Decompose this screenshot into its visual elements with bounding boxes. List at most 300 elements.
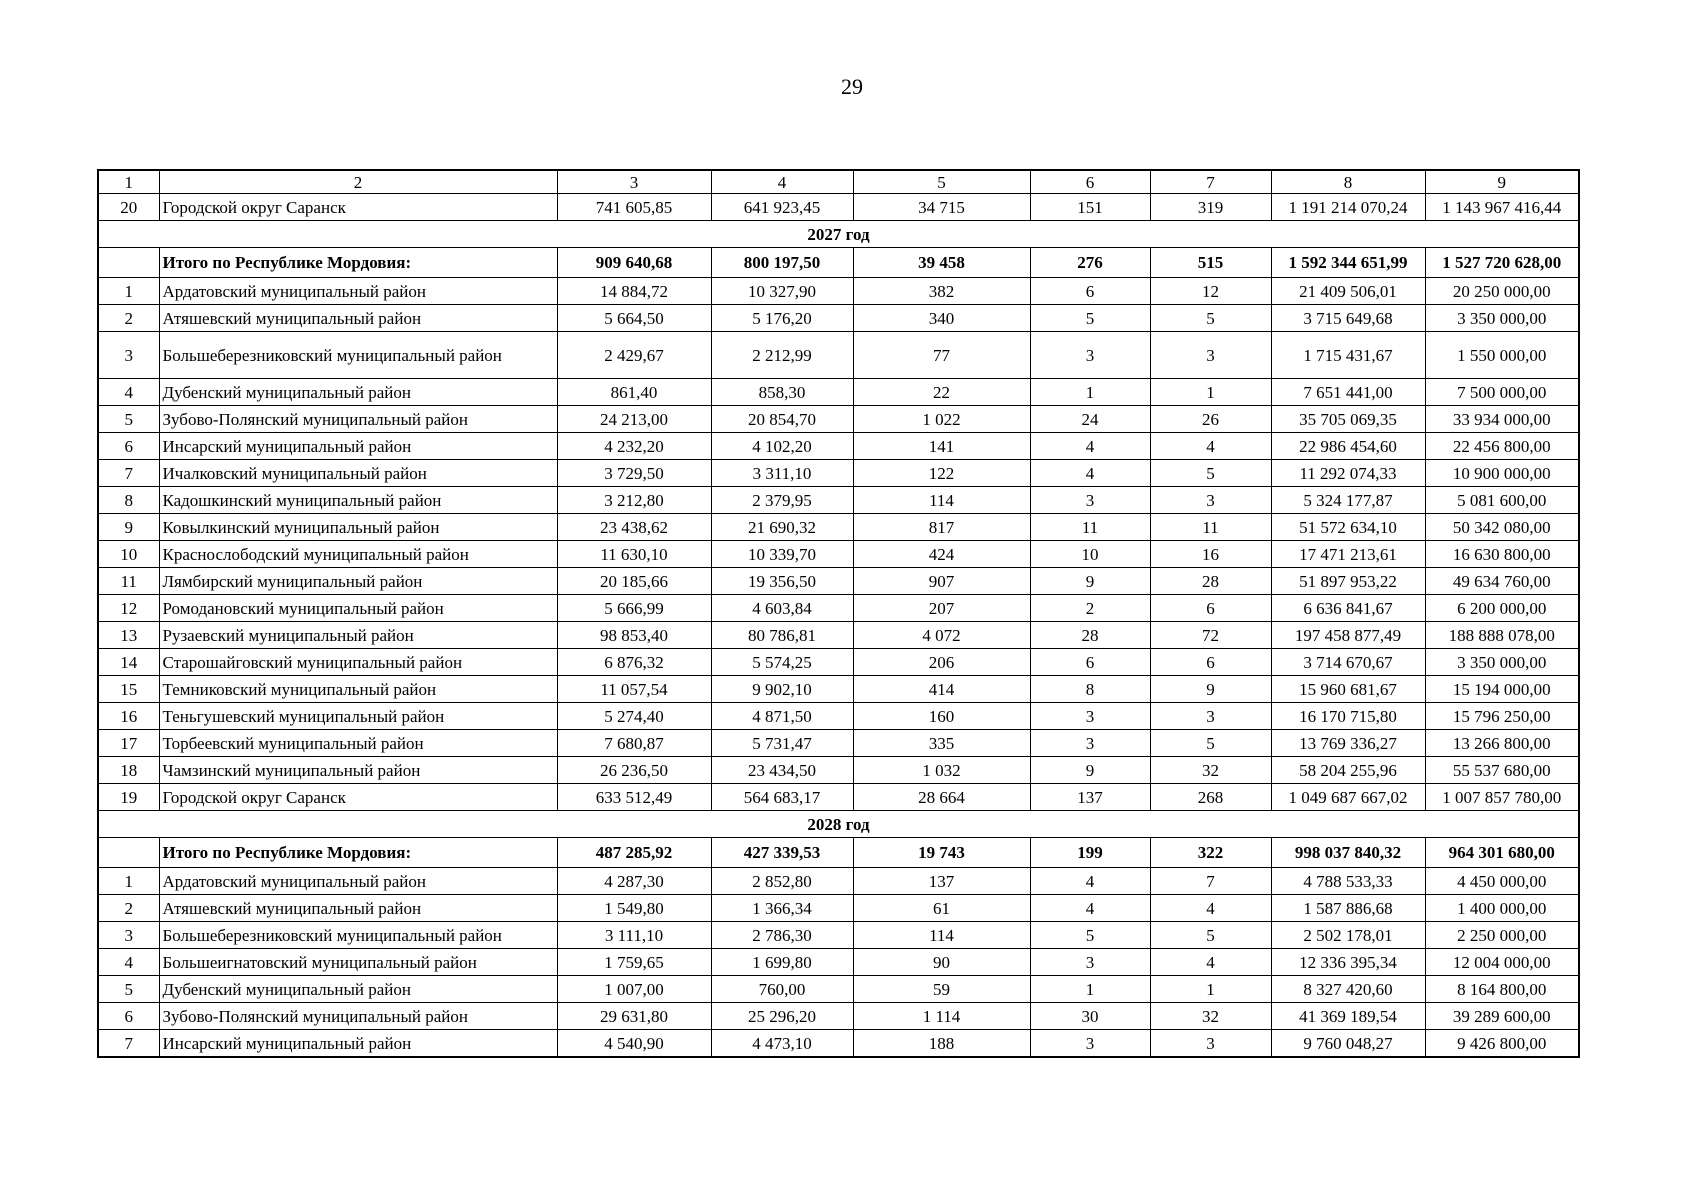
cell-col-6: 3 bbox=[1030, 332, 1150, 379]
cell-col-1: 5 bbox=[98, 406, 159, 433]
cell-col-4: 1 699,80 bbox=[711, 949, 853, 976]
cell-col-3: 5 666,99 bbox=[557, 595, 711, 622]
column-number-col-6: 6 bbox=[1030, 170, 1150, 194]
table-row bbox=[98, 649, 1579, 676]
cell-col-7: 5 bbox=[1150, 922, 1271, 949]
cell-col-1: 5 bbox=[98, 976, 159, 1003]
cell-col-6: 6 bbox=[1030, 278, 1150, 305]
cell-col-3: 98 853,40 bbox=[557, 622, 711, 649]
cell-col-4: 641 923,45 bbox=[711, 194, 853, 221]
cell-col-2: Ковылкинский муниципальный район bbox=[159, 514, 557, 541]
table-row bbox=[98, 784, 1579, 811]
cell-col-4: 2 379,95 bbox=[711, 487, 853, 514]
cell-col-3: 861,40 bbox=[557, 379, 711, 406]
cell-col-5: 61 bbox=[853, 895, 1030, 922]
total-cell-col-4: 427 339,53 bbox=[711, 838, 853, 868]
cell-col-5: 114 bbox=[853, 487, 1030, 514]
table-row bbox=[98, 976, 1579, 1003]
cell-col-7: 6 bbox=[1150, 649, 1271, 676]
cell-col-8: 1 587 886,68 bbox=[1271, 895, 1425, 922]
cell-col-1: 7 bbox=[98, 1030, 159, 1058]
cell-col-8: 7 651 441,00 bbox=[1271, 379, 1425, 406]
table-row bbox=[98, 487, 1579, 514]
cell-col-3: 741 605,85 bbox=[557, 194, 711, 221]
cell-col-4: 2 212,99 bbox=[711, 332, 853, 379]
table-row bbox=[98, 895, 1579, 922]
cell-col-9: 4 450 000,00 bbox=[1425, 868, 1579, 895]
table-row bbox=[98, 730, 1579, 757]
cell-col-6: 5 bbox=[1030, 305, 1150, 332]
cell-col-7: 5 bbox=[1150, 730, 1271, 757]
cell-col-7: 12 bbox=[1150, 278, 1271, 305]
cell-col-9: 5 081 600,00 bbox=[1425, 487, 1579, 514]
cell-col-6: 8 bbox=[1030, 676, 1150, 703]
column-number-col-8: 8 bbox=[1271, 170, 1425, 194]
cell-col-2: Большеигнатовский муниципальный район bbox=[159, 949, 557, 976]
cell-col-8: 22 986 454,60 bbox=[1271, 433, 1425, 460]
table-row bbox=[98, 703, 1579, 730]
cell-col-4: 4 603,84 bbox=[711, 595, 853, 622]
cell-col-2: Зубово-Полянский муниципальный район bbox=[159, 1003, 557, 1030]
cell-col-1: 14 bbox=[98, 649, 159, 676]
cell-col-7: 5 bbox=[1150, 460, 1271, 487]
cell-col-7: 11 bbox=[1150, 514, 1271, 541]
total-cell-col-2: Итого по Республике Мордовия: bbox=[159, 248, 557, 278]
cell-col-1: 6 bbox=[98, 1003, 159, 1030]
cell-col-8: 1 191 214 070,24 bbox=[1271, 194, 1425, 221]
cell-col-5: 4 072 bbox=[853, 622, 1030, 649]
cell-col-3: 2 429,67 bbox=[557, 332, 711, 379]
cell-col-1: 13 bbox=[98, 622, 159, 649]
cell-col-6: 4 bbox=[1030, 433, 1150, 460]
cell-col-2: Рузаевский муниципальный район bbox=[159, 622, 557, 649]
cell-col-2: Ардатовский муниципальный район bbox=[159, 278, 557, 305]
cell-col-5: 160 bbox=[853, 703, 1030, 730]
cell-col-9: 9 426 800,00 bbox=[1425, 1030, 1579, 1058]
cell-col-6: 3 bbox=[1030, 487, 1150, 514]
cell-col-4: 858,30 bbox=[711, 379, 853, 406]
total-cell-col-1 bbox=[98, 838, 159, 868]
cell-col-2: Теньгушевский муниципальный район bbox=[159, 703, 557, 730]
column-number-col-3: 3 bbox=[557, 170, 711, 194]
table-row bbox=[98, 868, 1579, 895]
cell-col-6: 137 bbox=[1030, 784, 1150, 811]
total-cell-col-6: 276 bbox=[1030, 248, 1150, 278]
cell-col-1: 11 bbox=[98, 568, 159, 595]
cell-col-1: 1 bbox=[98, 868, 159, 895]
column-number-col-4: 4 bbox=[711, 170, 853, 194]
cell-col-6: 3 bbox=[1030, 1030, 1150, 1058]
table-row bbox=[98, 379, 1579, 406]
cell-col-5: 907 bbox=[853, 568, 1030, 595]
cell-col-6: 9 bbox=[1030, 568, 1150, 595]
table-row bbox=[98, 514, 1579, 541]
total-cell-col-3: 909 640,68 bbox=[557, 248, 711, 278]
total-cell-col-7: 322 bbox=[1150, 838, 1271, 868]
cell-col-8: 17 471 213,61 bbox=[1271, 541, 1425, 568]
cell-col-7: 28 bbox=[1150, 568, 1271, 595]
column-number-col-7: 7 bbox=[1150, 170, 1271, 194]
cell-col-9: 2 250 000,00 bbox=[1425, 922, 1579, 949]
cell-col-3: 11 057,54 bbox=[557, 676, 711, 703]
cell-col-8: 4 788 533,33 bbox=[1271, 868, 1425, 895]
cell-col-6: 3 bbox=[1030, 703, 1150, 730]
cell-col-2: Ичалковский муниципальный район bbox=[159, 460, 557, 487]
table-row bbox=[98, 541, 1579, 568]
cell-col-5: 382 bbox=[853, 278, 1030, 305]
cell-col-2: Городской округ Саранск bbox=[159, 194, 557, 221]
cell-col-6: 9 bbox=[1030, 757, 1150, 784]
cell-col-1: 3 bbox=[98, 922, 159, 949]
cell-col-1: 4 bbox=[98, 949, 159, 976]
cell-col-6: 151 bbox=[1030, 194, 1150, 221]
cell-col-1: 9 bbox=[98, 514, 159, 541]
cell-col-8: 2 502 178,01 bbox=[1271, 922, 1425, 949]
cell-col-4: 21 690,32 bbox=[711, 514, 853, 541]
cell-col-8: 1 049 687 667,02 bbox=[1271, 784, 1425, 811]
cell-col-2: Лямбирский муниципальный район bbox=[159, 568, 557, 595]
cell-col-5: 28 664 bbox=[853, 784, 1030, 811]
cell-col-9: 22 456 800,00 bbox=[1425, 433, 1579, 460]
total-row bbox=[98, 838, 1579, 868]
cell-col-1: 7 bbox=[98, 460, 159, 487]
cell-col-3: 23 438,62 bbox=[557, 514, 711, 541]
cell-col-3: 20 185,66 bbox=[557, 568, 711, 595]
table-row bbox=[98, 1030, 1579, 1058]
cell-col-7: 26 bbox=[1150, 406, 1271, 433]
cell-col-5: 114 bbox=[853, 922, 1030, 949]
cell-col-8: 6 636 841,67 bbox=[1271, 595, 1425, 622]
cell-col-5: 188 bbox=[853, 1030, 1030, 1058]
cell-col-5: 335 bbox=[853, 730, 1030, 757]
cell-col-4: 2 852,80 bbox=[711, 868, 853, 895]
cell-col-6: 11 bbox=[1030, 514, 1150, 541]
table-row bbox=[98, 406, 1579, 433]
year-row bbox=[98, 221, 1579, 248]
cell-col-6: 1 bbox=[1030, 379, 1150, 406]
cell-col-6: 3 bbox=[1030, 949, 1150, 976]
cell-col-4: 4 102,20 bbox=[711, 433, 853, 460]
cell-col-1: 19 bbox=[98, 784, 159, 811]
cell-col-3: 5 274,40 bbox=[557, 703, 711, 730]
table-row bbox=[98, 757, 1579, 784]
cell-col-7: 1 bbox=[1150, 379, 1271, 406]
table-row bbox=[98, 568, 1579, 595]
cell-col-8: 5 324 177,87 bbox=[1271, 487, 1425, 514]
cell-col-3: 26 236,50 bbox=[557, 757, 711, 784]
cell-col-2: Зубово-Полянский муниципальный район bbox=[159, 406, 557, 433]
cell-col-7: 6 bbox=[1150, 595, 1271, 622]
cell-col-5: 59 bbox=[853, 976, 1030, 1003]
table-row bbox=[98, 305, 1579, 332]
total-cell-col-8: 998 037 840,32 bbox=[1271, 838, 1425, 868]
year-label: 2028 год bbox=[98, 811, 1579, 838]
table-row bbox=[98, 922, 1579, 949]
cell-col-1: 8 bbox=[98, 487, 159, 514]
total-cell-col-2: Итого по Республике Мордовия: bbox=[159, 838, 557, 868]
cell-col-8: 58 204 255,96 bbox=[1271, 757, 1425, 784]
cell-col-4: 1 366,34 bbox=[711, 895, 853, 922]
total-cell-col-8: 1 592 344 651,99 bbox=[1271, 248, 1425, 278]
cell-col-3: 7 680,87 bbox=[557, 730, 711, 757]
table-row bbox=[98, 460, 1579, 487]
cell-col-4: 564 683,17 bbox=[711, 784, 853, 811]
cell-col-5: 340 bbox=[853, 305, 1030, 332]
cell-col-3: 4 232,20 bbox=[557, 433, 711, 460]
cell-col-2: Дубенский муниципальный район bbox=[159, 976, 557, 1003]
cell-col-7: 3 bbox=[1150, 703, 1271, 730]
cell-col-7: 32 bbox=[1150, 1003, 1271, 1030]
cell-col-2: Инсарский муниципальный район bbox=[159, 433, 557, 460]
cell-col-8: 15 960 681,67 bbox=[1271, 676, 1425, 703]
cell-col-5: 414 bbox=[853, 676, 1030, 703]
cell-col-2: Ардатовский муниципальный район bbox=[159, 868, 557, 895]
cell-col-7: 3 bbox=[1150, 1030, 1271, 1058]
year-row bbox=[98, 811, 1579, 838]
cell-col-5: 1 114 bbox=[853, 1003, 1030, 1030]
cell-col-9: 1 400 000,00 bbox=[1425, 895, 1579, 922]
cell-col-8: 12 336 395,34 bbox=[1271, 949, 1425, 976]
cell-col-4: 5 574,25 bbox=[711, 649, 853, 676]
cell-col-9: 13 266 800,00 bbox=[1425, 730, 1579, 757]
cell-col-2: Кадошкинский муниципальный район bbox=[159, 487, 557, 514]
cell-col-3: 3 111,10 bbox=[557, 922, 711, 949]
cell-col-6: 4 bbox=[1030, 460, 1150, 487]
column-number-col-1: 1 bbox=[98, 170, 159, 194]
table-row bbox=[98, 278, 1579, 305]
cell-col-7: 4 bbox=[1150, 895, 1271, 922]
cell-col-6: 28 bbox=[1030, 622, 1150, 649]
cell-col-8: 1 715 431,67 bbox=[1271, 332, 1425, 379]
cell-col-4: 5 731,47 bbox=[711, 730, 853, 757]
cell-col-7: 3 bbox=[1150, 332, 1271, 379]
cell-col-6: 5 bbox=[1030, 922, 1150, 949]
cell-col-5: 206 bbox=[853, 649, 1030, 676]
cell-col-2: Инсарский муниципальный район bbox=[159, 1030, 557, 1058]
cell-col-3: 4 287,30 bbox=[557, 868, 711, 895]
cell-col-7: 4 bbox=[1150, 433, 1271, 460]
cell-col-8: 9 760 048,27 bbox=[1271, 1030, 1425, 1058]
cell-col-2: Старошайговский муниципальный район bbox=[159, 649, 557, 676]
total-cell-col-5: 19 743 bbox=[853, 838, 1030, 868]
cell-col-8: 51 897 953,22 bbox=[1271, 568, 1425, 595]
cell-col-2: Краснослободский муниципальный район bbox=[159, 541, 557, 568]
cell-col-4: 23 434,50 bbox=[711, 757, 853, 784]
cell-col-8: 11 292 074,33 bbox=[1271, 460, 1425, 487]
cell-col-4: 10 339,70 bbox=[711, 541, 853, 568]
table-row bbox=[98, 194, 1579, 221]
cell-col-2: Атяшевский муниципальный район bbox=[159, 305, 557, 332]
cell-col-3: 1 007,00 bbox=[557, 976, 711, 1003]
year-label: 2027 год bbox=[98, 221, 1579, 248]
total-row bbox=[98, 248, 1579, 278]
cell-col-3: 1 549,80 bbox=[557, 895, 711, 922]
cell-col-9: 1 007 857 780,00 bbox=[1425, 784, 1579, 811]
cell-col-1: 10 bbox=[98, 541, 159, 568]
cell-col-1: 1 bbox=[98, 278, 159, 305]
cell-col-7: 1 bbox=[1150, 976, 1271, 1003]
total-cell-col-7: 515 bbox=[1150, 248, 1271, 278]
column-number-col-9: 9 bbox=[1425, 170, 1579, 194]
table-row bbox=[98, 676, 1579, 703]
cell-col-7: 16 bbox=[1150, 541, 1271, 568]
cell-col-1: 20 bbox=[98, 194, 159, 221]
cell-col-1: 17 bbox=[98, 730, 159, 757]
cell-col-1: 16 bbox=[98, 703, 159, 730]
cell-col-6: 4 bbox=[1030, 868, 1150, 895]
cell-col-9: 8 164 800,00 bbox=[1425, 976, 1579, 1003]
cell-col-3: 29 631,80 bbox=[557, 1003, 711, 1030]
cell-col-6: 1 bbox=[1030, 976, 1150, 1003]
cell-col-2: Атяшевский муниципальный район bbox=[159, 895, 557, 922]
cell-col-9: 49 634 760,00 bbox=[1425, 568, 1579, 595]
cell-col-2: Городской округ Саранск bbox=[159, 784, 557, 811]
total-cell-col-3: 487 285,92 bbox=[557, 838, 711, 868]
cell-col-8: 197 458 877,49 bbox=[1271, 622, 1425, 649]
cell-col-1: 12 bbox=[98, 595, 159, 622]
cell-col-9: 15 796 250,00 bbox=[1425, 703, 1579, 730]
cell-col-2: Ромодановский муниципальный район bbox=[159, 595, 557, 622]
table-row bbox=[98, 622, 1579, 649]
cell-col-9: 33 934 000,00 bbox=[1425, 406, 1579, 433]
cell-col-9: 1 143 967 416,44 bbox=[1425, 194, 1579, 221]
cell-col-3: 1 759,65 bbox=[557, 949, 711, 976]
cell-col-8: 51 572 634,10 bbox=[1271, 514, 1425, 541]
cell-col-3: 5 664,50 bbox=[557, 305, 711, 332]
cell-col-5: 137 bbox=[853, 868, 1030, 895]
cell-col-5: 141 bbox=[853, 433, 1030, 460]
cell-col-5: 1 022 bbox=[853, 406, 1030, 433]
cell-col-7: 9 bbox=[1150, 676, 1271, 703]
cell-col-8: 13 769 336,27 bbox=[1271, 730, 1425, 757]
cell-col-2: Чамзинский муниципальный район bbox=[159, 757, 557, 784]
table-row bbox=[98, 433, 1579, 460]
cell-col-8: 41 369 189,54 bbox=[1271, 1003, 1425, 1030]
page-number: 29 bbox=[841, 74, 863, 99]
table-row bbox=[98, 1003, 1579, 1030]
cell-col-3: 633 512,49 bbox=[557, 784, 711, 811]
total-cell-col-6: 199 bbox=[1030, 838, 1150, 868]
cell-col-1: 6 bbox=[98, 433, 159, 460]
cell-col-4: 19 356,50 bbox=[711, 568, 853, 595]
cell-col-5: 90 bbox=[853, 949, 1030, 976]
cell-col-4: 20 854,70 bbox=[711, 406, 853, 433]
cell-col-1: 15 bbox=[98, 676, 159, 703]
cell-col-4: 25 296,20 bbox=[711, 1003, 853, 1030]
cell-col-4: 760,00 bbox=[711, 976, 853, 1003]
cell-col-9: 55 537 680,00 bbox=[1425, 757, 1579, 784]
cell-col-3: 24 213,00 bbox=[557, 406, 711, 433]
cell-col-3: 14 884,72 bbox=[557, 278, 711, 305]
cell-col-4: 10 327,90 bbox=[711, 278, 853, 305]
cell-col-2: Темниковский муниципальный район bbox=[159, 676, 557, 703]
cell-col-3: 3 212,80 bbox=[557, 487, 711, 514]
data-table bbox=[97, 169, 1580, 1058]
cell-col-5: 424 bbox=[853, 541, 1030, 568]
cell-col-5: 122 bbox=[853, 460, 1030, 487]
cell-col-5: 77 bbox=[853, 332, 1030, 379]
cell-col-5: 1 032 bbox=[853, 757, 1030, 784]
cell-col-3: 11 630,10 bbox=[557, 541, 711, 568]
cell-col-7: 7 bbox=[1150, 868, 1271, 895]
cell-col-1: 18 bbox=[98, 757, 159, 784]
total-cell-col-9: 964 301 680,00 bbox=[1425, 838, 1579, 868]
cell-col-9: 6 200 000,00 bbox=[1425, 595, 1579, 622]
cell-col-2: Большеберезниковский муниципальный район bbox=[159, 922, 557, 949]
cell-col-9: 15 194 000,00 bbox=[1425, 676, 1579, 703]
cell-col-8: 35 705 069,35 bbox=[1271, 406, 1425, 433]
cell-col-1: 3 bbox=[98, 332, 159, 379]
column-number-col-5: 5 bbox=[853, 170, 1030, 194]
cell-col-6: 6 bbox=[1030, 649, 1150, 676]
cell-col-4: 5 176,20 bbox=[711, 305, 853, 332]
total-cell-col-9: 1 527 720 628,00 bbox=[1425, 248, 1579, 278]
cell-col-8: 3 714 670,67 bbox=[1271, 649, 1425, 676]
cell-col-2: Дубенский муниципальный район bbox=[159, 379, 557, 406]
cell-col-4: 2 786,30 bbox=[711, 922, 853, 949]
cell-col-5: 34 715 bbox=[853, 194, 1030, 221]
cell-col-9: 3 350 000,00 bbox=[1425, 305, 1579, 332]
cell-col-1: 2 bbox=[98, 895, 159, 922]
cell-col-9: 16 630 800,00 bbox=[1425, 541, 1579, 568]
cell-col-6: 3 bbox=[1030, 730, 1150, 757]
cell-col-9: 3 350 000,00 bbox=[1425, 649, 1579, 676]
cell-col-6: 4 bbox=[1030, 895, 1150, 922]
cell-col-7: 319 bbox=[1150, 194, 1271, 221]
cell-col-8: 21 409 506,01 bbox=[1271, 278, 1425, 305]
cell-col-3: 6 876,32 bbox=[557, 649, 711, 676]
cell-col-6: 24 bbox=[1030, 406, 1150, 433]
cell-col-5: 817 bbox=[853, 514, 1030, 541]
cell-col-9: 10 900 000,00 bbox=[1425, 460, 1579, 487]
cell-col-2: Большеберезниковский муниципальный район bbox=[159, 332, 557, 379]
cell-col-9: 188 888 078,00 bbox=[1425, 622, 1579, 649]
cell-col-4: 4 473,10 bbox=[711, 1030, 853, 1058]
cell-col-6: 30 bbox=[1030, 1003, 1150, 1030]
cell-col-8: 8 327 420,60 bbox=[1271, 976, 1425, 1003]
cell-col-7: 4 bbox=[1150, 949, 1271, 976]
cell-col-1: 4 bbox=[98, 379, 159, 406]
cell-col-7: 5 bbox=[1150, 305, 1271, 332]
total-cell-col-5: 39 458 bbox=[853, 248, 1030, 278]
cell-col-9: 39 289 600,00 bbox=[1425, 1003, 1579, 1030]
cell-col-9: 1 550 000,00 bbox=[1425, 332, 1579, 379]
cell-col-9: 50 342 080,00 bbox=[1425, 514, 1579, 541]
cell-col-5: 207 bbox=[853, 595, 1030, 622]
table-body bbox=[98, 170, 1579, 1057]
cell-col-3: 3 729,50 bbox=[557, 460, 711, 487]
table-row bbox=[98, 595, 1579, 622]
cell-col-1: 2 bbox=[98, 305, 159, 332]
cell-col-8: 3 715 649,68 bbox=[1271, 305, 1425, 332]
table-row bbox=[98, 332, 1579, 379]
cell-col-9: 7 500 000,00 bbox=[1425, 379, 1579, 406]
cell-col-4: 9 902,10 bbox=[711, 676, 853, 703]
cell-col-7: 32 bbox=[1150, 757, 1271, 784]
cell-col-4: 4 871,50 bbox=[711, 703, 853, 730]
cell-col-5: 22 bbox=[853, 379, 1030, 406]
cell-col-2: Торбеевский муниципальный район bbox=[159, 730, 557, 757]
cell-col-7: 72 bbox=[1150, 622, 1271, 649]
cell-col-7: 3 bbox=[1150, 487, 1271, 514]
cell-col-9: 12 004 000,00 bbox=[1425, 949, 1579, 976]
column-number-col-2: 2 bbox=[159, 170, 557, 194]
cell-col-4: 3 311,10 bbox=[711, 460, 853, 487]
cell-col-8: 16 170 715,80 bbox=[1271, 703, 1425, 730]
cell-col-3: 4 540,90 bbox=[557, 1030, 711, 1058]
total-cell-col-4: 800 197,50 bbox=[711, 248, 853, 278]
cell-col-4: 80 786,81 bbox=[711, 622, 853, 649]
